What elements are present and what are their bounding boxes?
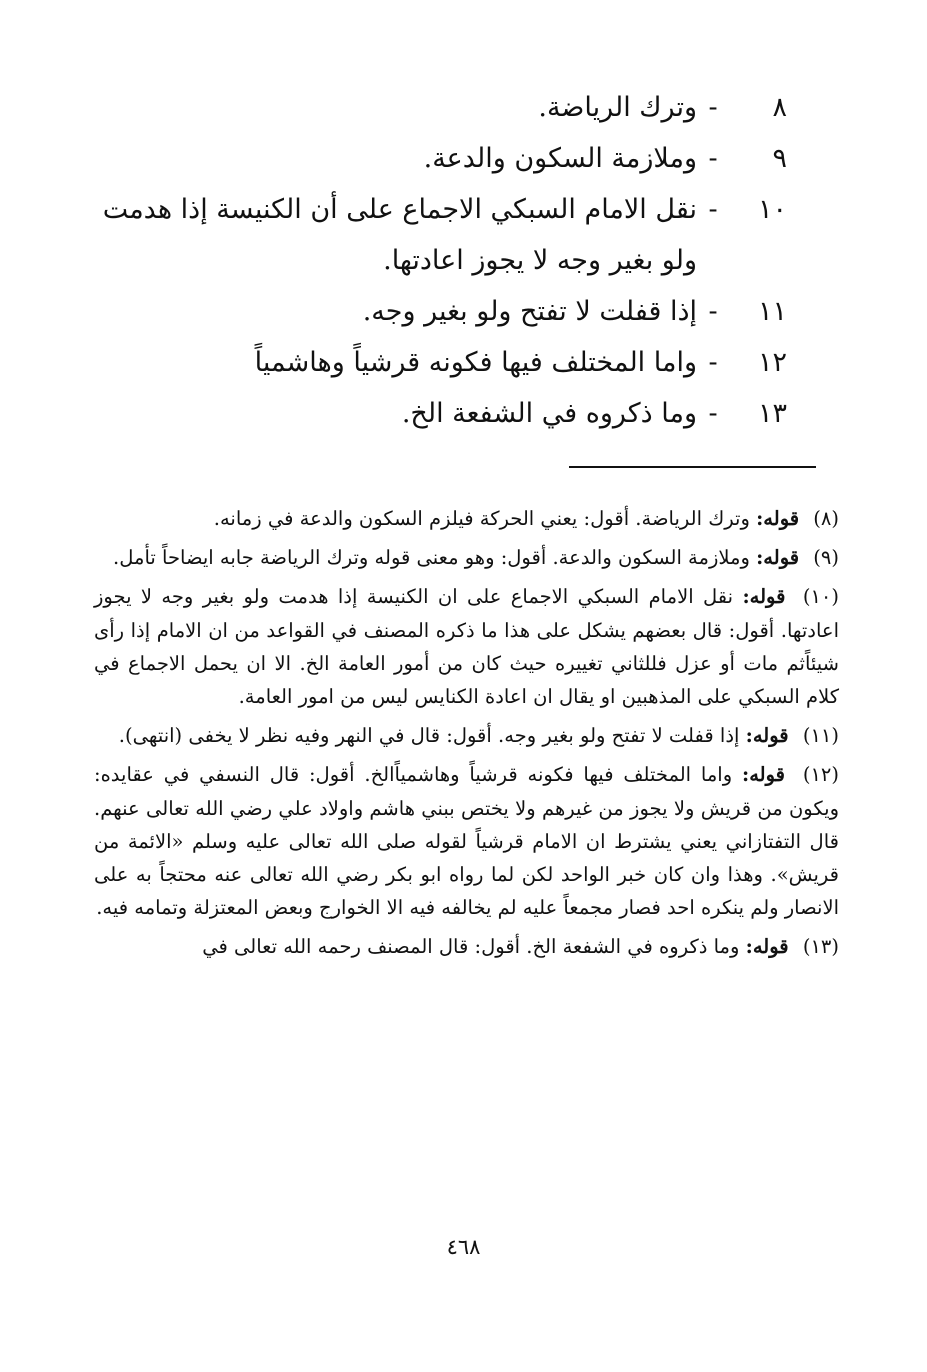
footnote-text: وترك الرياضة. أقول: يعني الحركة فيلزم السكون والدعة في زمانه.: [213, 507, 750, 530]
item-number: ١٠: [757, 194, 787, 225]
footnotes: [94, 502, 839, 970]
item-dash: -: [708, 92, 718, 123]
footnote-keyword: قوله:: [745, 935, 789, 959]
footnote-ref: (١٣): [802, 935, 839, 959]
footnote-keyword: قوله:: [742, 763, 785, 787]
footnote: [94, 541, 839, 574]
item-dash: -: [708, 347, 718, 378]
footnote-divider: [569, 466, 816, 468]
page-number: ٤٦٨: [446, 1235, 481, 1259]
item-number: ١٣: [757, 398, 787, 429]
main-item: [67, 133, 787, 184]
item-text: وما ذكروه في الشفعة الخ.: [401, 398, 697, 429]
footnote: [94, 502, 839, 535]
footnote-keyword: قوله:: [756, 546, 800, 570]
footnote-keyword: قوله:: [745, 724, 789, 748]
footnote: [94, 758, 839, 924]
main-item: [67, 184, 787, 286]
main-item: [67, 388, 787, 439]
footnote-ref: (٩): [813, 546, 839, 570]
item-text: إذا قفلت لا تفتح ولو بغير وجه.: [362, 296, 697, 327]
footnote-keyword: قوله:: [756, 507, 800, 530]
item-text: نقل الامام السبكي الاجماع على أن الكنيسة إذا هدمت ولو بغير وجه لا يجوز اعادتها.: [102, 194, 697, 276]
main-item: [67, 82, 787, 133]
main-item: [67, 337, 787, 388]
footnote-ref: (١١): [802, 724, 839, 748]
item-dash: -: [708, 296, 718, 327]
footnote-text: نقل الامام السبكي الاجماع على ان الكنيسة إذا هدمت ولو بغير وجه لا يجوز اعادتها. أقول: قال بعضهم يشكل على هذا ما ذكره المصنف في القواعد من ان الامام إذا رأى شيئاًثم مات أو عزل فللثاني تغييره حيث كان من أمور العامة الخ. الا ان يحمل الاجماع في كلام السبكي على المذهبين او يقال ان اعادة الكنايس ليس من امور العامة.: [94, 585, 839, 709]
item-number: ١٢: [757, 347, 787, 378]
item-dash: -: [708, 194, 718, 225]
footnote-text: واما المختلف فيها فكونه قرشياً وهاشمياًالخ. أقول: قال النسفي في عقايده: ويكون من قريش ولا يجوز من غيرهم ولا يختص ببني هاشم واولاد علي رضي الله تعالى عنهم. قال التفتازاني يعني يشترط ان الامام قرشياً لقوله صلى الله تعالى عليه وسلم «الائمة من قريش». وهذا وان كان خبر الواحد لكن لما رواه ابو بكر رضي الله تعالى عنه محتجاً به على الانصار ولم ينكره احد فصار مجمعاً عليه لم يخالفه فيه الا الخوارج وبعض المعتزلة وتمامه فيه.: [94, 763, 839, 920]
footnote-ref: (٨): [813, 507, 839, 530]
footnote: [94, 580, 839, 713]
item-dash: -: [708, 143, 718, 174]
item-text: وترك الرياضة.: [538, 92, 697, 123]
footnote-ref: (١٠): [802, 585, 840, 609]
item-text: وملازمة السكون والدعة.: [423, 143, 697, 174]
footnote: [94, 719, 839, 752]
footnote-text: وملازمة السكون والدعة. أقول: وهو معنى قوله وترك الرياضة جابه ايضاحاً تأمل.: [113, 546, 750, 570]
item-dash: -: [708, 398, 718, 429]
footnote: [94, 930, 839, 963]
item-number: ٩: [772, 143, 787, 174]
main-text-list: [67, 82, 787, 439]
item-number: ١١: [757, 296, 787, 327]
footnote-text: وما ذكروه في الشفعة الخ. أقول: قال المصنف رحمه الله تعالى في: [202, 935, 740, 959]
footnote-text: إذا قفلت لا تفتح ولو بغير وجه. أقول: قال في النهر وفيه نظر لا يخفى (انتهى).: [118, 724, 740, 748]
footnote-keyword: قوله:: [742, 585, 786, 609]
item-text: واما المختلف فيها فكونه قرشياً وهاشمياً: [254, 347, 697, 378]
footnote-ref: (١٢): [802, 763, 840, 787]
item-number: ٨: [772, 92, 787, 123]
main-item: [67, 286, 787, 337]
